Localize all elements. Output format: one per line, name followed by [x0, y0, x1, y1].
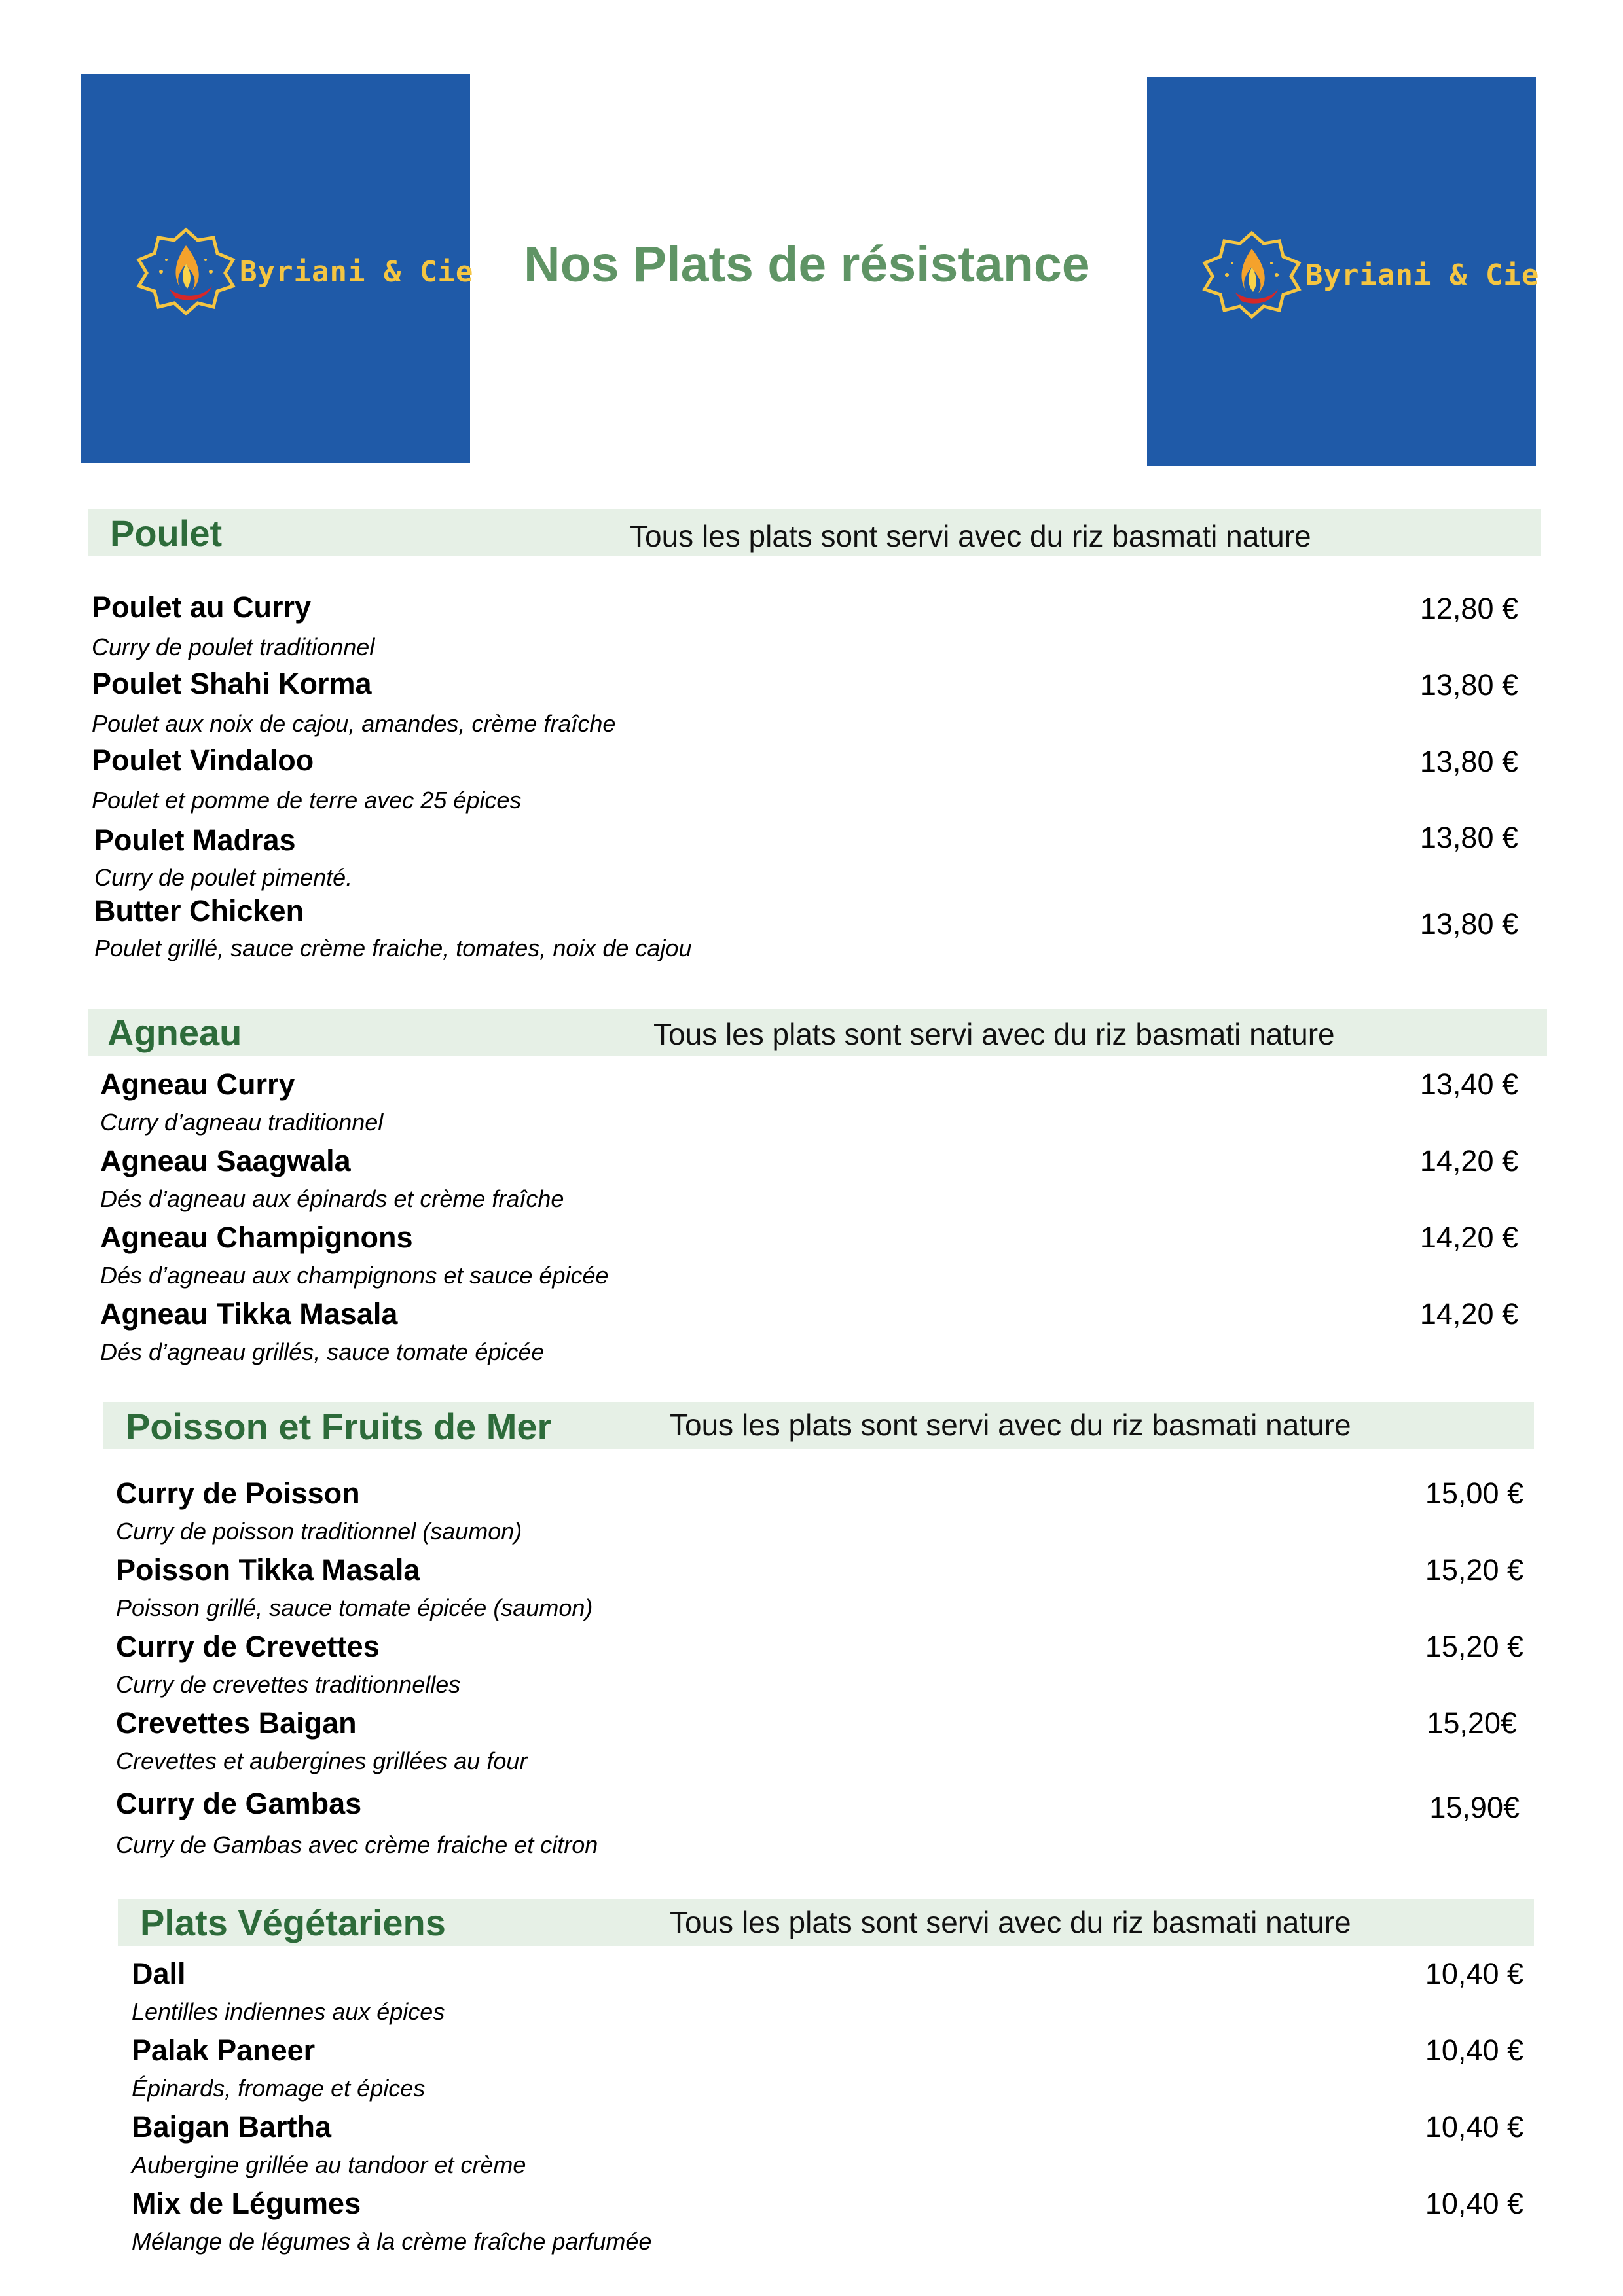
- menu-item-desc: Poisson grillé, sauce tomate épicée (saumon): [116, 1594, 593, 1621]
- section-note: Tous les plats sont servi avec du riz basmati nature: [670, 1408, 1351, 1442]
- section-title: Poisson et Fruits de Mer: [126, 1406, 552, 1447]
- section-note: Tous les plats sont servi avec du riz basmati nature: [630, 519, 1311, 553]
- menu-item-name: Poulet Vindaloo: [92, 744, 314, 777]
- menu-item-desc: Aubergine grillée au tandoor et crème: [132, 2151, 526, 2178]
- menu-item-price: 13,80 €: [1419, 821, 1518, 854]
- page-title: Nos Plats de résistance: [524, 236, 1090, 293]
- menu-item-name: Curry de Crevettes: [116, 1630, 380, 1663]
- menu-item-price: 10,40 €: [1425, 2110, 1523, 2144]
- brand-name: Byriani & Cie: [1305, 258, 1540, 292]
- menu-item-price: 14,20 €: [1419, 1297, 1518, 1331]
- menu-item-desc: Curry d’agneau traditionnel: [100, 1109, 384, 1136]
- menu-item-desc: Curry de poulet traditionnel: [92, 634, 375, 660]
- menu-item-price: 12,80 €: [1419, 592, 1518, 625]
- menu-item-desc: Dés d’agneau aux champignons et sauce épicée: [100, 1262, 609, 1289]
- flame-emblem-icon: [135, 226, 237, 317]
- menu-item-price: 15,20€: [1427, 1706, 1517, 1740]
- menu-item-desc: Dés d’agneau aux épinards et crème fraîche: [100, 1185, 564, 1212]
- menu-item-price: 10,40 €: [1425, 2187, 1523, 2220]
- menu-item-name: Poulet Madras: [94, 823, 296, 857]
- menu-item-desc: Curry de crevettes traditionnelles: [116, 1671, 461, 1698]
- menu-item-name: Agneau Tikka Masala: [100, 1297, 398, 1331]
- section-title: Plats Végétariens: [140, 1902, 446, 1943]
- menu-item-name: Agneau Champignons: [100, 1221, 413, 1254]
- menu-item-name: Crevettes Baigan: [116, 1706, 357, 1740]
- section-title: Poulet: [110, 512, 223, 554]
- menu-item-name: Butter Chicken: [94, 894, 304, 927]
- menu-item-name: Agneau Curry: [100, 1067, 295, 1101]
- menu-item-name: Poulet au Curry: [92, 590, 312, 624]
- menu-item-name: Curry de Poisson: [116, 1477, 360, 1510]
- menu-item-desc: Curry de Gambas avec crème fraiche et citron: [116, 1831, 598, 1858]
- menu-item-desc: Poulet aux noix de cajou, amandes, crème fraîche: [92, 710, 616, 737]
- menu-item-price: 10,40 €: [1425, 2034, 1523, 2067]
- brand-logo-left: [81, 74, 474, 463]
- menu-item-name: Dall: [132, 1957, 186, 1990]
- menu-item-price: 15,90€: [1429, 1791, 1520, 1824]
- menu-item-desc: Épinards, fromage et épices: [132, 2075, 426, 2102]
- menu-item-name: Poisson Tikka Masala: [116, 1553, 420, 1587]
- menu-item-name: Palak Paneer: [132, 2034, 316, 2067]
- menu-item-price: 15,00 €: [1425, 1477, 1523, 1510]
- menu-item-name: Agneau Saagwala: [100, 1144, 351, 1177]
- menu-item-price: 14,20 €: [1419, 1144, 1518, 1177]
- menu-item-desc: Curry de poisson traditionnel (saumon): [116, 1518, 522, 1545]
- menu-item-price: 15,20 €: [1425, 1553, 1523, 1587]
- menu-item-price: 15,20 €: [1425, 1630, 1523, 1663]
- menu-item-price: 13,80 €: [1419, 907, 1518, 941]
- brand-name: Byriani & Cie: [240, 255, 474, 289]
- section-note: Tous les plats sont servi avec du riz basmati nature: [653, 1017, 1335, 1051]
- menu-item-desc: Curry de poulet pimenté.: [94, 864, 353, 891]
- menu-item-name: Baigan Bartha: [132, 2110, 332, 2144]
- menu-item-desc: Dés d’agneau grillés, sauce tomate épicée: [100, 1338, 545, 1365]
- menu-item-name: Poulet Shahi Korma: [92, 667, 372, 700]
- menu-item-price: 14,20 €: [1419, 1221, 1518, 1254]
- menu-item-desc: Poulet et pomme de terre avec 25 épices: [92, 787, 522, 814]
- menu-item-price: 10,40 €: [1425, 1957, 1523, 1990]
- menu-item-price: 13,40 €: [1419, 1067, 1518, 1101]
- menu-item-desc: Crevettes et aubergines grillées au four: [116, 1748, 528, 1774]
- menu-item-desc: Poulet grillé, sauce crème fraiche, tomates, noix de cajou: [94, 935, 692, 961]
- section-note: Tous les plats sont servi avec du riz basmati nature: [670, 1905, 1351, 1939]
- menu-item-price: 13,80 €: [1419, 668, 1518, 702]
- menu-item-desc: Mélange de légumes à la crème fraîche parfumée: [132, 2228, 652, 2255]
- menu-item-desc: Lentilles indiennes aux épices: [132, 1998, 445, 2025]
- brand-logo-right: [1147, 77, 1540, 466]
- menu-item-name: Curry de Gambas: [116, 1787, 362, 1820]
- section-title: Agneau: [107, 1012, 242, 1053]
- menu-item-name: Mix de Légumes: [132, 2187, 361, 2220]
- menu-item-price: 13,80 €: [1419, 745, 1518, 778]
- flame-emblem-icon: [1201, 229, 1303, 321]
